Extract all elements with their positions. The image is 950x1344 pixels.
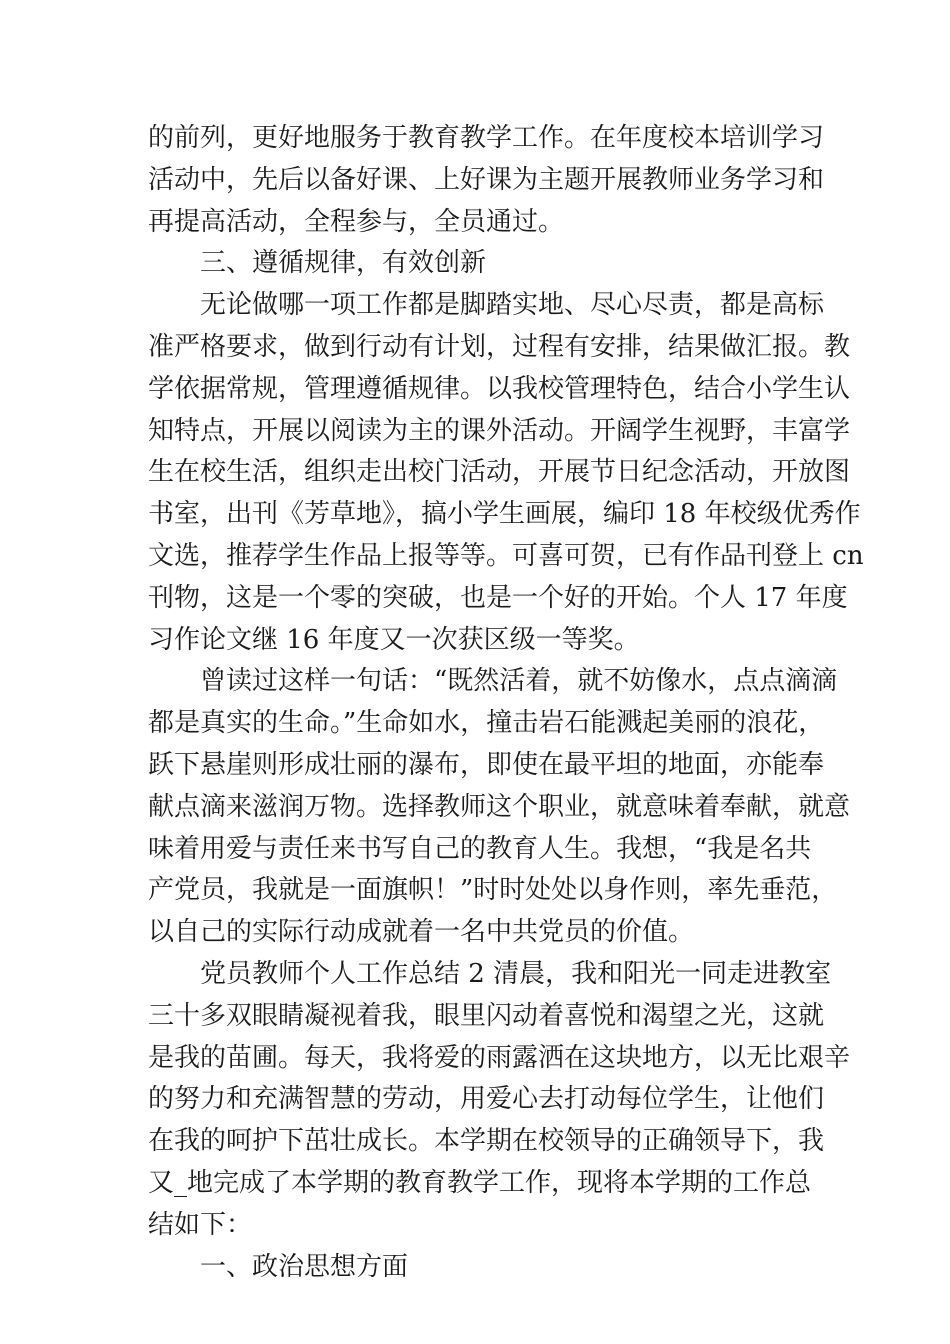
text-line: 是我的苗圃。每天，我将爱的雨露洒在这块地方，以无比艰辛 bbox=[148, 1042, 851, 1073]
text-line: 书室，出刊《芳草地》，搞小学生画展，编印 18 年校级优秀作 bbox=[148, 499, 861, 530]
text-line: 活动中，先后以备好课、上好课为主题开展教师业务学习和 bbox=[148, 164, 825, 195]
text-line: 都是真实的生命。”生命如水，撞击岩石能溅起美丽的浪花， bbox=[148, 708, 825, 739]
text-line: 以自己的实际行动成就着一名中共党员的价值。 bbox=[148, 917, 695, 948]
text-line: 知特点，开展以阅读为主的课外活动。开阔学生视野，丰富学 bbox=[148, 415, 851, 446]
text-line: 无论做哪一项工作都是脚踏实地、尽心尽责，都是高标 bbox=[200, 290, 825, 321]
text-line: 产党员，我就是一面旗帜！”时时处处以身作则，率先垂范， bbox=[148, 875, 838, 906]
text-line: 再提高活动，全程参与，全员通过。 bbox=[148, 206, 565, 237]
text-line: 文选，推荐学生作品上报等等。可喜可贺，已有作品刊登上 cn bbox=[148, 540, 864, 571]
text-line: 的努力和充满智慧的劳动，用爱心去打动每位学生，让他们 bbox=[148, 1084, 825, 1115]
text-line: 准严格要求，做到行动有计划，过程有安排，结果做汇报。教 bbox=[148, 331, 851, 362]
text-line: 习作论文继 16 年度又一次获区级一等奖。 bbox=[148, 624, 640, 655]
text-line: 跃下悬崖则形成壮丽的瀑布，即使在最平坦的地面，亦能奉 bbox=[148, 749, 825, 780]
document-body bbox=[148, 118, 864, 1288]
text-line: 刊物，这是一个零的突破，也是一个好的开始。个人 17 年度 bbox=[148, 582, 848, 613]
text-line: 结如下： bbox=[148, 1209, 253, 1240]
text-line: 的前列，更好地服务于教育教学工作。在年度校本培训学习 bbox=[148, 123, 825, 153]
text-line: 党员教师个人工作总结 2 清晨，我和阳光一同走进教室 bbox=[200, 958, 832, 989]
text-line: 三、遵循规律，有效创新 bbox=[200, 248, 487, 279]
text-line: 三十多双眼睛凝视着我，眼里闪动着喜悦和渴望之光，这就 bbox=[148, 1000, 825, 1031]
text-line: 一、政治思想方面 bbox=[200, 1251, 409, 1282]
text-line: 又_地完成了本学期的教育教学工作，现将本学期的工作总 bbox=[148, 1167, 812, 1198]
text-line: 生在校生活，组织走出校门活动，开展节日纪念活动，开放图 bbox=[148, 457, 851, 488]
text-line: 曾读过这样一句话：“既然活着，就不妨像水，点点滴滴 bbox=[200, 666, 838, 697]
text-line: 味着用爱与责任来书写自己的教育人生。我想，“我是名共 bbox=[148, 833, 812, 864]
text-line: 在我的呵护下茁壮成长。本学期在校领导的正确领导下，我 bbox=[148, 1126, 825, 1157]
text-line: 献点滴来滋润万物。选择教师这个职业，就意味着奉献，就意 bbox=[148, 791, 851, 822]
text-line: 学依据常规，管理遵循规律。以我校管理特色，结合小学生认 bbox=[148, 373, 851, 404]
